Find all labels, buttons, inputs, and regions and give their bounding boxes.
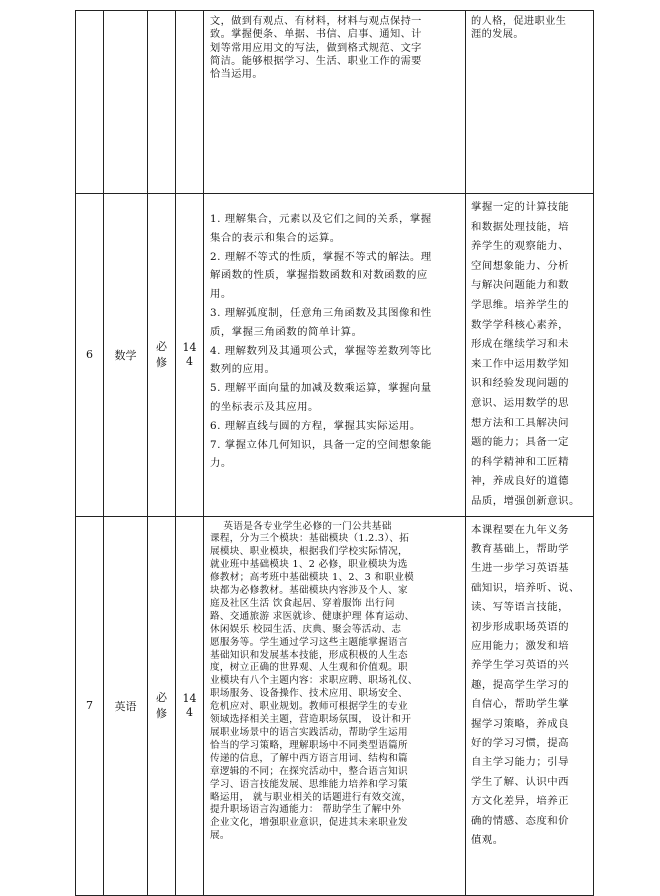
course-hours: 144 xyxy=(176,516,204,895)
course-goal xyxy=(466,194,594,517)
course-type xyxy=(148,11,176,194)
goal-text: 掌握一定的计算技能 和数据处理技能，培 养学生的观察能力、 空间想象能力、分析 与解决问题能力和数 学思维。培养学生的 数学学科核心素养， 形成在继续学习和未 来工作中运用数学知 识和经验发现问题的 意识、运用数学的思 想方法和工具解决问 题的能力；具备一定 的科学精神和工匠精 神，养成良好的道德 品质，增强创新意识。 xyxy=(471,201,580,507)
table-row xyxy=(76,194,594,517)
course-goal xyxy=(466,11,594,194)
course-goal xyxy=(466,516,594,895)
goal-text: 的人格，促进职业生 涯的发展。 xyxy=(471,16,567,41)
course-name: 数学 xyxy=(104,194,148,517)
course-type: 必修 xyxy=(148,516,176,895)
course-name xyxy=(104,11,148,194)
course-hours xyxy=(176,11,204,194)
requirements-text: 英语是各专业学生必修的一门公共基础 课程，分为三个模块：基础模块（1.2.3）、拓 展模块、职业模块，根据我们学校实际情况， 就业班中基础模块 1、2 必修，职业模块为选 修教材；高考班中基础模块 1、2、3 和职业模 块都为必修教材。基础模块内容涉及个人、家 庭及社区生活 饮食起居、穿着服饰 出行问 路、交通旅游 求医就诊、健康护理 体育运动、 休闲娱乐 校园生活、庆典、聚会等活动、志 愿服务等。学生通过学习这些主题能掌握语言 基础知识和发展基本技能，形成积极的人生态 度，树立正确的世界观、人生观和价值观。职 业模块有八个主题内容：求职应聘、职场礼仪、 职场服务、设备操作、技术应用、职场安全、 危机应对、职业规划。教师可根据学生的专业 领域选择相关主题，营造职场氛围， 设计和开 展职业场景中的语言实践活动，帮助学生运用 恰当的学习策略，理解职场中不同类型语篇所 传递的信息，了解中西方语言用词、结构和篇 章逻辑的不同；在探究活动中，整合语言知识 学习、语言技能发展、思维能力培养和学习策 略运用， 就与职业相关的话题进行有效交流， 提升职场语言沟通能力： 帮助学生了解中外 企业文化，增强职业意识，促进其未来职业发 展。 xyxy=(210,520,418,842)
course-name: 英语 xyxy=(104,516,148,895)
course-type: 必修 xyxy=(148,194,176,517)
course-requirements xyxy=(204,516,466,895)
course-requirements xyxy=(204,194,466,517)
course-hours: 144 xyxy=(176,194,204,517)
row-number xyxy=(76,11,104,194)
requirements-text: 1. 理解集合，元素以及它们之间的关系，掌握 集合的表示和集合的运算。 2. 理解不等式的性质，掌握不等式的解法。理 解函数的性质，掌握指数函数和对数函数的应 用。 3. 理解弧度制，任意角三角函数及其图像和性 质，掌握三角函数的简单计算。 4. 理解数列及其通项公式，掌握等差数列等比 数列的应用。 5. 理解平面向量的加减及数乘运算，掌握向量 的坐标表示及其应用。 6. 理解直线与圆的方程，掌握其实际运用。 7. 掌握立体几何知识，具备一定的空间想象能 力。 xyxy=(210,213,432,470)
table-row xyxy=(76,11,594,194)
row-number: 7 xyxy=(76,516,104,895)
table-row xyxy=(76,516,594,895)
course-requirements xyxy=(204,11,466,194)
requirements-text: 文，做到有观点、有材料，材料与观点保持一 致。掌握便条、单据、书信、启事、通知、计 划等常用应用文的写法，做到格式规范、文字 简洁。能够根据学习、生活、职业工作的需要 恰当运用。 xyxy=(210,16,422,81)
row-number: 6 xyxy=(76,194,104,517)
goal-text: 本课程要在九年义务 教育基础上，帮助学 生进一步学习英语基 础知识，培养听、说、 读、写等语言技能， 初步形成职场英语的 应用能力；激发和培 养学生学习英语的兴 趣，提高学生学习的 自信心，帮助学生掌 握学习策略，养成良 好的学习习惯，提高 自主学习能力；引导 学生了解、认识中西 方文化差异，培养正 确的情感、态度和价 值观。 xyxy=(471,523,580,846)
curriculum-table xyxy=(75,10,594,896)
